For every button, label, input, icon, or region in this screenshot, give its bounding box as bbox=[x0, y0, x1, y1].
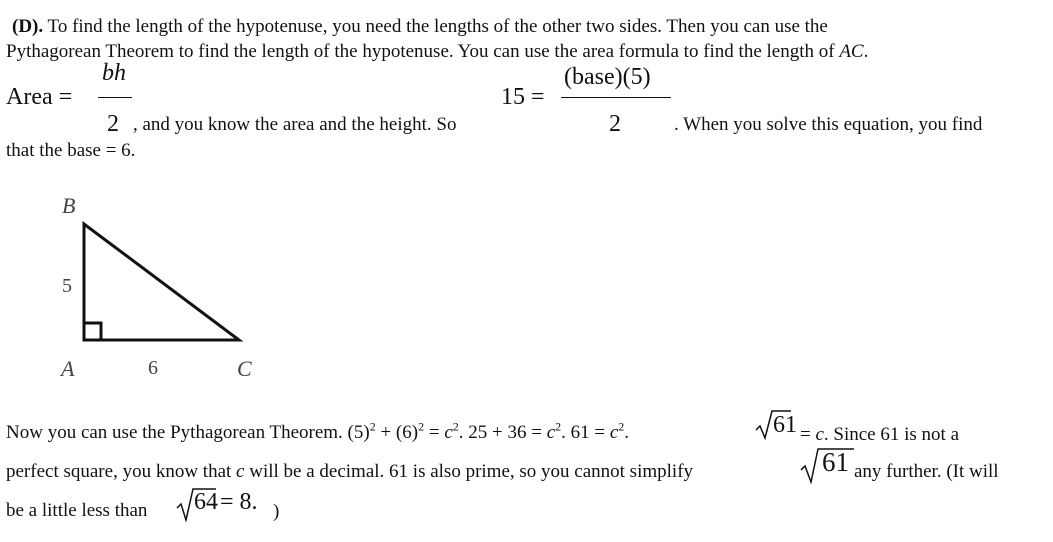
equals-eight: = 8. bbox=[220, 489, 258, 515]
equation-numerator: (base)(5) bbox=[564, 64, 651, 90]
vertex-b-label: B bbox=[62, 193, 76, 218]
variable-c: c bbox=[236, 461, 245, 482]
equation-left: 15 = bbox=[501, 84, 545, 110]
text: Now you can use the Pythagorean Theorem. (5) bbox=[6, 422, 370, 443]
text: . 25 + 36 = bbox=[458, 422, 547, 443]
side-ab-label: 5 bbox=[62, 275, 72, 297]
equation-denominator: 2 bbox=[609, 111, 621, 137]
area-numerator: bh bbox=[102, 60, 126, 86]
segment-label: AC bbox=[839, 41, 864, 62]
variable-c: c bbox=[444, 422, 453, 443]
triangle-shape bbox=[84, 224, 239, 340]
text: . 61 = bbox=[561, 422, 610, 443]
paragraph2-line-3: be a little less than bbox=[6, 500, 148, 521]
text: = bbox=[800, 424, 816, 445]
paragraph2-line-1 bbox=[6, 419, 630, 444]
vertex-a-label: A bbox=[61, 356, 75, 381]
text: perfect square, you know that bbox=[6, 461, 237, 482]
area-label: Area = bbox=[6, 84, 73, 110]
exponent: 2 bbox=[418, 419, 425, 434]
answer-label: (D). bbox=[12, 16, 44, 37]
paragraph2-line-1-end bbox=[800, 424, 959, 446]
exponent: 2 bbox=[555, 419, 562, 434]
sqrt-61-radicand-2: 61 bbox=[822, 447, 849, 477]
text: will be a decimal. 61 is also prime, so you cannot simplify bbox=[244, 461, 694, 482]
sqrt-61-radicand: 61 bbox=[773, 412, 797, 438]
period: . bbox=[863, 41, 869, 62]
paragraph-text: Pythagorean Theorem to find the length of the hypotenuse. You can use the area formula to find the length of bbox=[6, 41, 840, 62]
side-ac-label: 6 bbox=[148, 357, 158, 379]
text: . Since 61 is not a bbox=[823, 424, 960, 445]
sqrt-64-radicand: 64 bbox=[194, 489, 218, 515]
exponent: 2 bbox=[452, 419, 459, 434]
solve-text: . When you solve this equation, you find bbox=[674, 114, 983, 135]
closing-paren: ) bbox=[273, 501, 280, 522]
paragraph-text: To find the length of the hypotenuse, you need the lengths of the other two sides. Then you can use the bbox=[43, 16, 828, 37]
variable-c: c bbox=[815, 424, 824, 445]
base-text: that the base = 6. bbox=[6, 140, 136, 161]
vertex-c-label: C bbox=[237, 356, 252, 381]
area-denominator: 2 bbox=[107, 111, 119, 137]
exponent: 2 bbox=[369, 419, 376, 434]
variable-c: c bbox=[609, 422, 619, 443]
text: . bbox=[624, 422, 630, 443]
text: = bbox=[424, 422, 445, 443]
variable-c: c bbox=[546, 422, 556, 443]
paragraph2-line-2 bbox=[6, 461, 693, 483]
middle-text: , and you know the area and the height. So bbox=[133, 114, 457, 135]
exponent: 2 bbox=[618, 419, 625, 434]
text: + (6) bbox=[375, 422, 419, 443]
right-angle-marker bbox=[84, 323, 101, 340]
paragraph2-line-2-end: any further. (It will bbox=[854, 461, 999, 482]
